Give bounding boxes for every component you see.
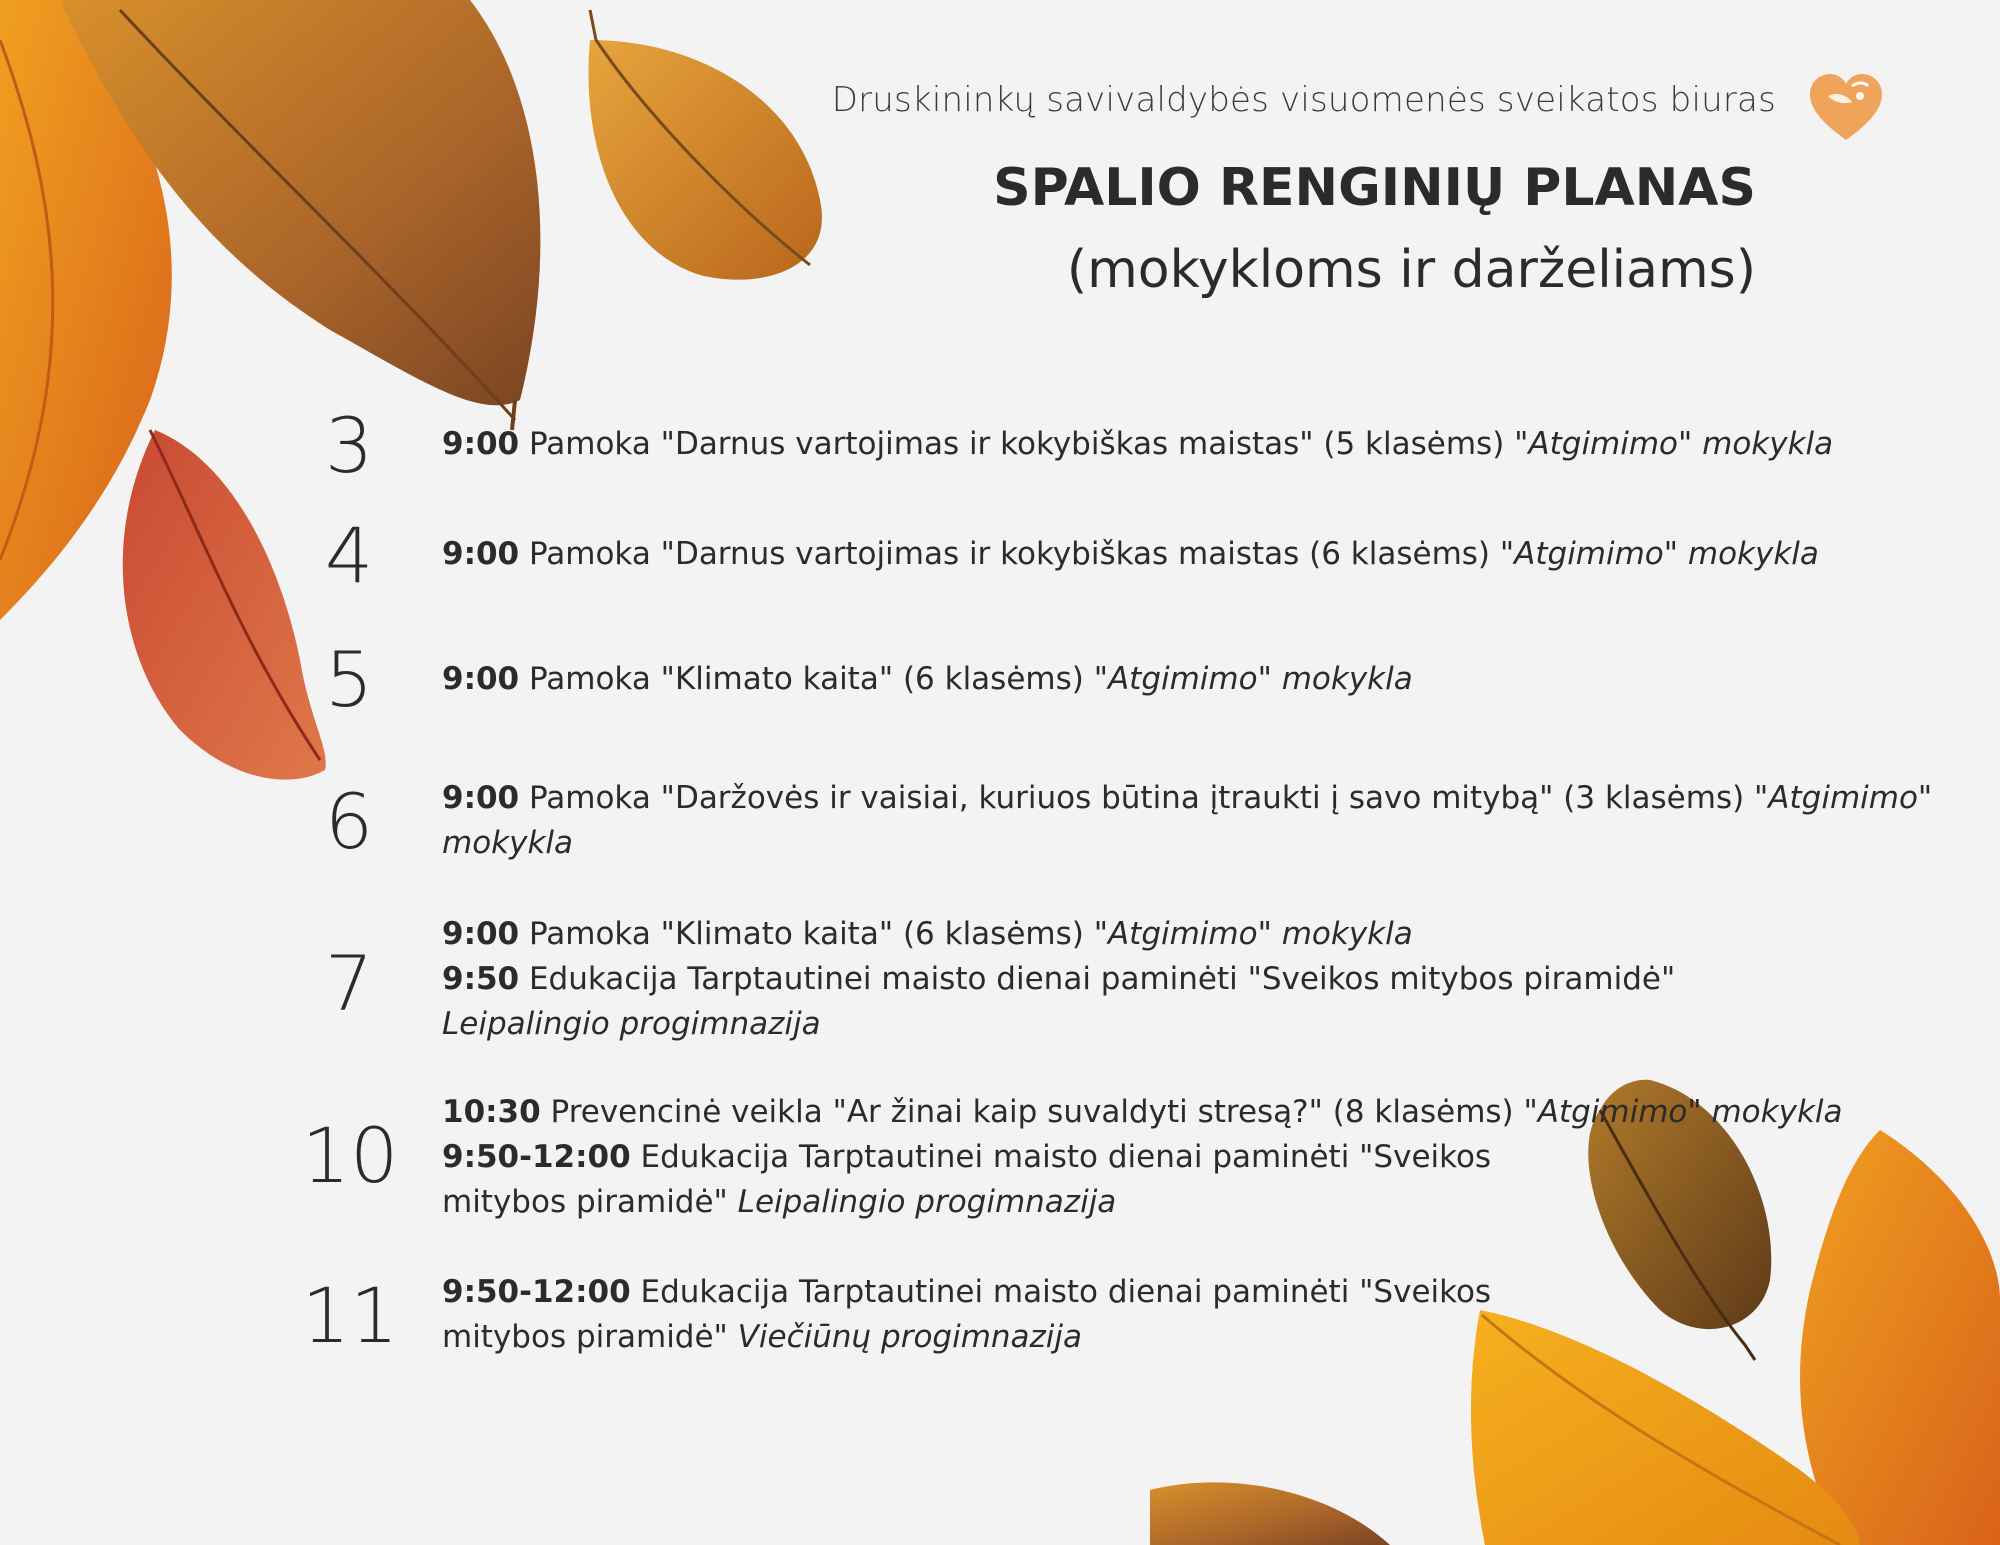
event-location: Leipalingio progimnazija — [737, 1184, 1117, 1220]
event-time: 9:00 — [442, 536, 520, 572]
event-location: "Atgimimo" mokykla — [1499, 536, 1819, 572]
event-text: Edukacija Tarptautinei maisto dienai paminėti "Sveikos — [630, 1139, 1492, 1175]
day-events — [442, 776, 1932, 866]
heart-logo-icon — [1806, 70, 1886, 144]
day-events — [442, 1270, 1491, 1360]
day-events — [442, 532, 1819, 577]
event-time: 9:00 — [442, 426, 520, 462]
event-time: 9:00 — [442, 780, 520, 816]
event-text: Edukacija Tarptautinei maisto dienai paminėti "Sveikos — [630, 1274, 1492, 1310]
organization-name: Druskininkų savivaldybės visuomenės sveikatos biuras — [831, 80, 1776, 120]
event-location: Leipalingio progimnazija — [442, 1006, 821, 1042]
day-number: 5 — [324, 635, 374, 724]
event-text: Edukacija Tarptautinei maisto dienai paminėti "Sveikos mitybos piramidė" — [519, 961, 1676, 997]
event-text: Pamoka "Klimato kaita" (6 klasėms) — [519, 661, 1094, 697]
event-item — [442, 1135, 1843, 1180]
event-location: "Atgimimo" — [1754, 780, 1933, 816]
event-location-continued: mokykla — [442, 825, 574, 861]
page-subtitle: (mokykloms ir darželiams) — [1066, 240, 1756, 300]
event-location: "Atgimimo" mokykla — [1093, 916, 1413, 952]
event-item — [442, 422, 1833, 467]
event-time: 9:50-12:00 — [442, 1274, 631, 1310]
event-location: "Atgimimo" mokykla — [1093, 661, 1413, 697]
event-time: 10:30 — [442, 1094, 541, 1130]
day-events — [442, 1090, 1843, 1225]
day-number: 3 — [324, 401, 374, 490]
event-time: 9:00 — [442, 661, 520, 697]
event-location: Viečiūnų progimnazija — [737, 1319, 1083, 1355]
event-text: mitybos piramidė" — [442, 1184, 738, 1220]
event-text: Pamoka "Daržovės ir vaisiai, kuriuos būtina įtraukti į savo mitybą" (3 klasėms) — [519, 780, 1755, 816]
event-item-continued — [442, 1180, 1843, 1225]
event-item — [442, 657, 1413, 702]
day-number: 6 — [324, 777, 374, 866]
event-item — [442, 912, 1675, 957]
event-time: 9:50-12:00 — [442, 1139, 631, 1175]
event-time: 9:00 — [442, 916, 520, 952]
event-item — [442, 1270, 1491, 1315]
day-events — [442, 912, 1675, 1047]
event-item — [442, 532, 1819, 577]
event-text: mitybos piramidė" — [442, 1319, 738, 1355]
event-text: Pamoka "Klimato kaita" (6 klasėms) — [519, 916, 1094, 952]
event-location: "Atgimimo" mokykla — [1523, 1094, 1843, 1130]
event-location: "Atgimimo" mokykla — [1514, 426, 1834, 462]
day-number: 11 — [301, 1271, 399, 1360]
day-number: 7 — [324, 939, 374, 1028]
event-text: Pamoka "Darnus vartojimas ir kokybiškas maistas" (5 klasėms) — [519, 426, 1515, 462]
event-text: Pamoka "Darnus vartojimas ir kokybiškas maistas (6 klasėms) — [519, 536, 1500, 572]
event-item — [442, 1090, 1843, 1135]
day-events — [442, 422, 1833, 467]
day-number: 4 — [324, 511, 374, 600]
day-number: 10 — [301, 1111, 399, 1200]
event-time: 9:50 — [442, 961, 520, 997]
event-item-continued — [442, 1315, 1491, 1360]
event-item — [442, 957, 1675, 1002]
event-item — [442, 776, 1932, 821]
day-events — [442, 657, 1413, 702]
page-title: SPALIO RENGINIŲ PLANAS — [993, 158, 1756, 218]
event-text: Prevencinė veikla "Ar žinai kaip suvaldyti stresą?" (8 klasėms) — [540, 1094, 1524, 1130]
